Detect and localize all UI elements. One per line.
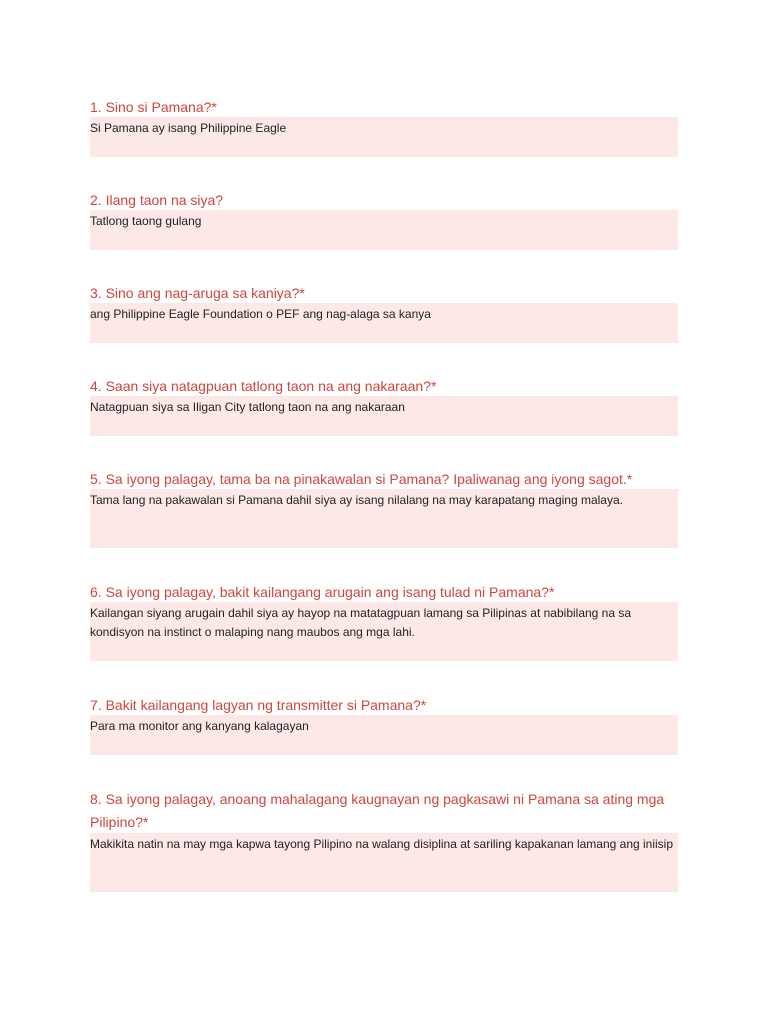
answer-field[interactable]: Natagpuan siya sa Iligan City tatlong taon na ang nakaraan [90,396,678,436]
answer-field[interactable]: ang Philippine Eagle Foundation o PEF ang nag-alaga sa kanya [90,303,678,343]
answer-field[interactable]: Tama lang na pakawalan si Pamana dahil siya ay isang nilalang na may karapatang maging malaya. [90,489,678,548]
question-block-1 [90,97,678,157]
answer-field[interactable]: Si Pamana ay isang Philippine Eagle [90,117,678,157]
question-block-2 [90,190,678,250]
question-block-7 [90,695,678,755]
answer-field[interactable]: Para ma monitor ang kanyang kalagayan [90,715,678,755]
answer-field[interactable]: Tatlong taong gulang [90,210,678,250]
question-text: 3. Sino ang nag-aruga sa kaniya?* [90,285,305,301]
question-block-8 [90,788,678,892]
answer-field[interactable]: Kailangan siyang arugain dahil siya ay hayop na matatagpuan lamang sa Pilipinas at nabibilang na sa kondisyon na instinct o malaping nang maubos ang mga lahi. [90,602,678,661]
question-block-5 [90,469,678,548]
question-block-6 [90,582,678,661]
answer-field[interactable]: Makikita natin na may mga kapwa tayong Pilipino na walang disiplina at sariling kapakanan lamang ang iniisip [90,833,678,892]
question-text: 8. Sa iyong palagay, anoang mahalagang kaugnayan ng pagkasawi ni Pamana sa ating mga Pilipino?* [90,791,665,830]
question-text: 1. Sino si Pamana?* [90,99,217,115]
question-text: 4. Saan siya natagpuan tatlong taon na ang nakaraan?* [90,378,437,394]
question-text: 6. Sa iyong palagay, bakit kailangang arugain ang isang tulad ni Pamana?* [90,584,555,600]
question-text: 7. Bakit kailangang lagyan ng transmitter si Pamana?* [90,697,427,713]
question-block-4 [90,376,678,436]
question-text: 2. Ilang taon na siya? [90,192,224,208]
question-text: 5. Sa iyong palagay, tama ba na pinakawalan si Pamana? Ipaliwanag ang iyong sagot.* [90,471,633,487]
question-block-3 [90,283,678,343]
